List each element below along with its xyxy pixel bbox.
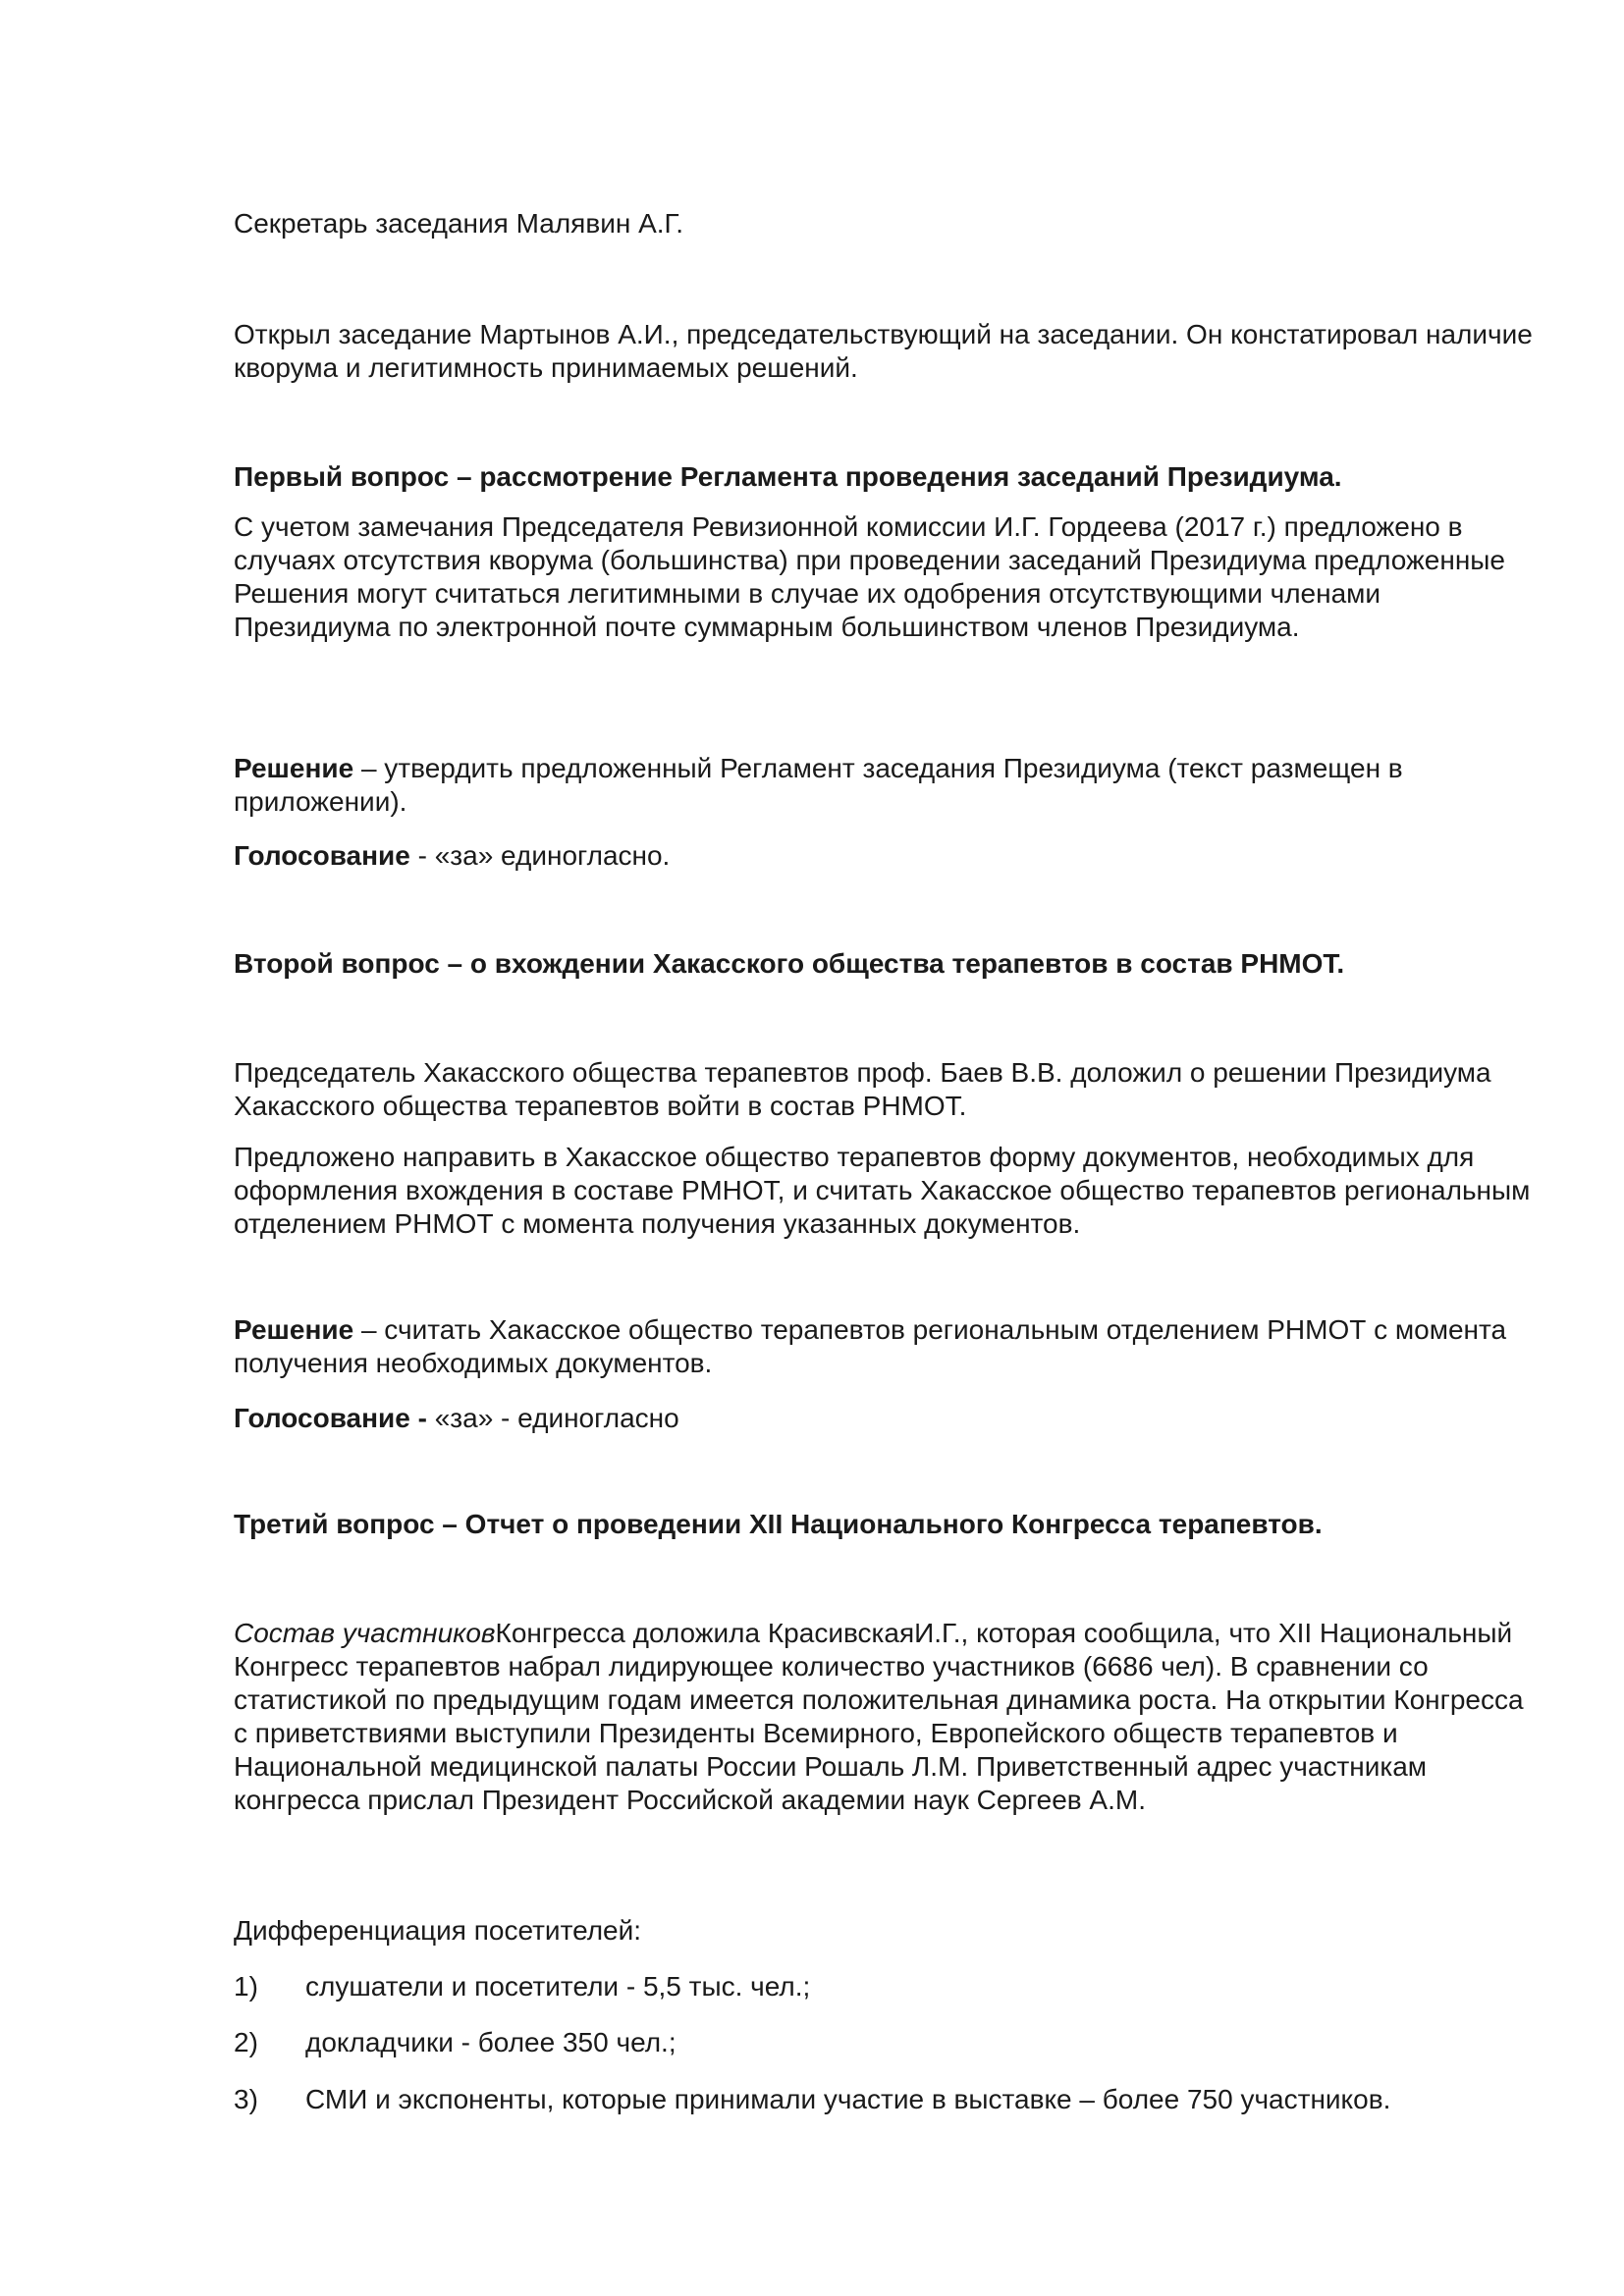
q1-body: С учетом замечания Председателя Ревизионной комиссии И.Г. Гордеева (2017 г.) предложено в случаях отсутствия кворума (большинства) при проведении заседаний Президиума предложенные Решения могут считаться легитимными в случае их одобрения отсутствующими членами Президиума по электронной почте суммарным большинством членов Президиума. [234, 511, 1505, 642]
q2-decision [234, 1313, 1540, 1380]
q2-body-1: Председатель Хакасского общества терапевтов проф. Баев В.В. доложил о решении Президиума Хакасского общества терапевтов войти в состав РНМОТ. [234, 1057, 1491, 1121]
list-item-number: 1) [234, 1971, 258, 2002]
vote-label: Голосование - [234, 1403, 435, 1433]
q2-body-2: Предложено направить в Хакасское общество терапевтов форму документов, необходимых для оформления вхождения в составе РМНОТ, и считать Хакасское общество терапевтов региональным отделением РНМОТ с момента получения указанных документов. [234, 1142, 1531, 1239]
body-text: Конгресса доложила КрасивскаяИ.Г., которая сообщила, что XII Национальный Конгресс терапевтов набрал лидирующее количество участников (6686 чел). В сравнении со статистикой по предыдущим годам имеется положительная динамика роста. На открытии Конгресса с приветствиями выступили Президенты Всемирного, Европейского обществ терапевтов и Национальной медицинской палаты России Рошаль Л.М. Приветственный адрес участникам конгресса прислал Президент Российской академии наук Сергеев А.М. [234, 1618, 1524, 1815]
vote-label: Голосование [234, 840, 410, 871]
q1-vote [234, 839, 1540, 873]
body-italic-lead: Состав участников [234, 1618, 496, 1648]
vote-text: - «за» единогласно. [409, 840, 671, 871]
q3-body [234, 1617, 1540, 1817]
diff-heading: Дифференциация посетителей: [234, 1915, 642, 1946]
q1-heading: Первый вопрос – рассмотрение Регламента проведения заседаний Президиума. [234, 461, 1342, 492]
list-item-number: 3) [234, 2084, 258, 2114]
decision-text: – считать Хакасское общество терапевтов региональным отделением РНМОТ с момента получения необходимых документов. [234, 1314, 1507, 1378]
decision-label: Решение [234, 1314, 354, 1345]
q2-heading: Второй вопрос – о вхождении Хакасского общества терапевтов в состав РНМОТ. [234, 948, 1345, 979]
list-item-text: СМИ и экспоненты, которые принимали участие в выставке – более 750 участников. [305, 2084, 1391, 2114]
q1-decision [234, 752, 1540, 819]
list-item-number: 2) [234, 2027, 258, 2057]
vote-text: «за» - единогласно [434, 1403, 679, 1433]
secretary-line: Секретарь заседания Малявин А.Г. [234, 208, 684, 239]
q2-vote [234, 1402, 1540, 1435]
decision-text: – утвердить предложенный Регламент заседания Президиума (текст размещен в приложении). [234, 753, 1403, 817]
list-item-text: докладчики - более 350 чел.; [305, 2027, 677, 2057]
opening-paragraph: Открыл заседание Мартынов А.И., председательствующий на заседании. Он констатировал наличие кворума и легитимность принимаемых решений. [234, 319, 1533, 383]
list-item-text: слушатели и посетители - 5,5 тыс. чел.; [305, 1971, 811, 2002]
q3-heading: Третий вопрос – Отчет о проведении XII Национального Конгресса терапевтов. [234, 1509, 1323, 1539]
decision-label: Решение [234, 753, 354, 783]
